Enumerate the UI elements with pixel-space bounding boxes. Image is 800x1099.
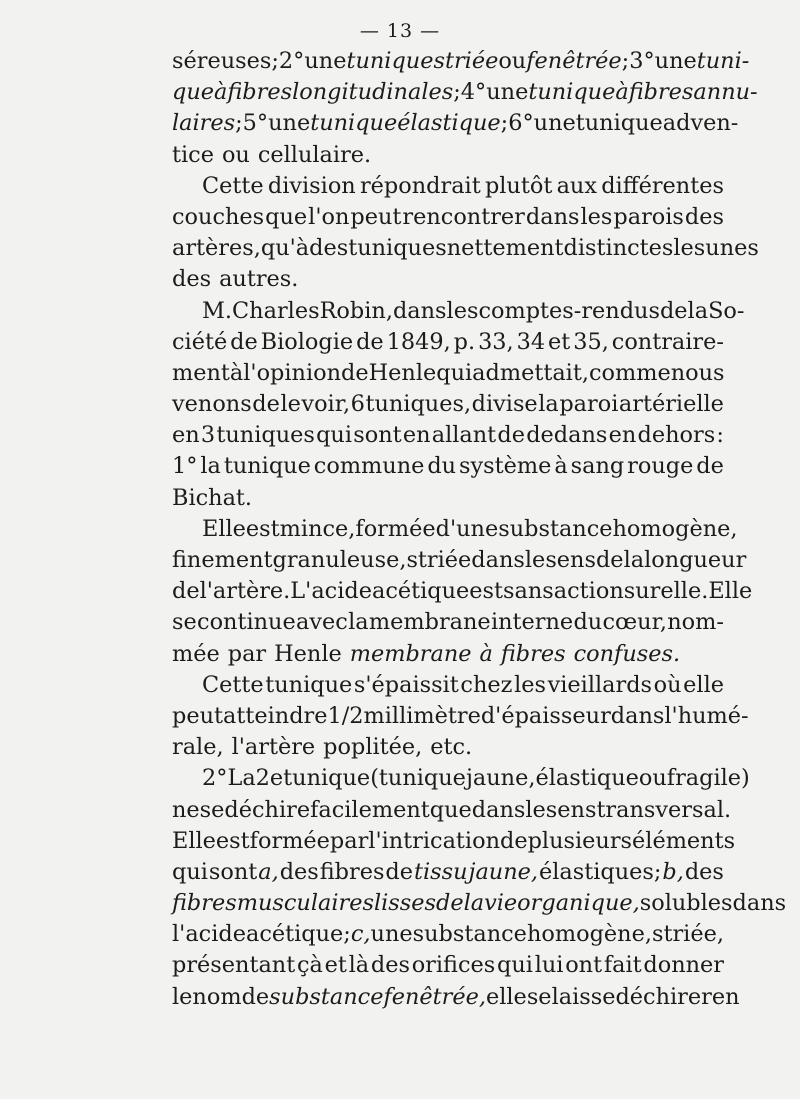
word: que	[429, 796, 472, 823]
text-line	[172, 108, 739, 139]
word: le	[172, 983, 193, 1010]
word: substance	[269, 983, 384, 1010]
word: sont	[208, 858, 258, 885]
word: L'acide	[290, 578, 372, 605]
word: unes	[705, 235, 759, 262]
word: ou	[638, 765, 667, 792]
word: en	[402, 422, 431, 449]
word: granuleuse,	[272, 547, 407, 573]
text-line	[172, 919, 724, 950]
word: ou	[498, 48, 527, 74]
word: autres.	[219, 266, 299, 293]
word: Henle	[274, 640, 342, 667]
text-line	[172, 202, 724, 233]
word: en	[172, 422, 200, 449]
word: 3	[200, 422, 216, 449]
word: a,	[258, 858, 279, 885]
word: dedans	[526, 422, 608, 449]
word: se	[526, 983, 552, 1010]
word: que	[265, 203, 308, 230]
word: à	[554, 453, 568, 480]
word: vieillards	[547, 671, 653, 698]
word: qui	[172, 858, 208, 885]
body-text	[172, 46, 787, 1013]
word: ciété	[172, 328, 228, 355]
word: artérielle	[618, 391, 724, 418]
word: par	[227, 640, 267, 667]
word: dans	[392, 297, 447, 324]
word: musculaires	[236, 890, 374, 917]
word: nom	[192, 983, 242, 1010]
text-line	[172, 171, 724, 202]
text-line	[172, 982, 740, 1013]
text-line	[172, 77, 758, 108]
word: confuses.	[573, 640, 681, 667]
text-line	[172, 732, 724, 763]
word: est	[245, 515, 280, 542]
word: dans	[610, 702, 665, 729]
word: sang	[570, 453, 625, 480]
word: dans	[732, 890, 787, 917]
word: venons	[172, 391, 252, 418]
word: différentes	[601, 172, 724, 199]
word: jaune,	[468, 858, 539, 885]
word: ;	[453, 79, 461, 106]
word: élastique	[397, 110, 501, 137]
word: continue	[197, 609, 296, 636]
text-line	[172, 545, 747, 576]
word: artères,	[172, 235, 261, 262]
word: de	[241, 983, 270, 1010]
word: déchire	[224, 796, 311, 823]
word: la	[623, 547, 645, 573]
word: çà	[296, 952, 323, 979]
word: longitudinales	[292, 79, 454, 106]
word: Henle	[368, 359, 437, 386]
word: de	[252, 391, 280, 418]
word: nous	[670, 359, 725, 386]
word: ;	[621, 48, 630, 74]
word: jaune,	[465, 765, 536, 792]
word: ne	[172, 796, 200, 823]
word: donner	[643, 952, 724, 979]
word: cellulaire.	[257, 141, 372, 168]
word: et	[548, 328, 571, 355]
word: à	[214, 79, 228, 106]
word: sur	[623, 578, 661, 605]
word: les	[514, 671, 546, 698]
word: La	[227, 765, 256, 792]
word: solubles	[639, 890, 733, 917]
word: 6°	[508, 110, 534, 137]
word: sens	[545, 547, 596, 573]
word: par	[329, 827, 369, 854]
word: une	[533, 110, 576, 137]
word: striée	[433, 48, 499, 74]
word: tunique	[223, 453, 311, 480]
word: allant	[431, 422, 497, 449]
word: laisse	[551, 983, 616, 1010]
word: tuniques,	[365, 391, 472, 418]
word: de	[659, 297, 688, 324]
word: Cette	[202, 671, 264, 698]
word: finement	[172, 547, 273, 573]
text-line	[172, 763, 750, 794]
word: 2°	[278, 48, 305, 74]
word: tissu	[413, 858, 468, 885]
word: et	[324, 952, 347, 979]
word: formée	[249, 827, 330, 854]
word: tuniques	[348, 235, 447, 262]
word: membrane	[368, 609, 491, 636]
word: 2e	[255, 765, 284, 792]
word: une	[304, 48, 347, 74]
word: une	[486, 79, 529, 106]
word: plusieurs	[527, 827, 633, 854]
word: l'humé-	[664, 702, 749, 729]
text-line	[172, 264, 724, 295]
word: des	[370, 952, 410, 979]
word: admettait,	[472, 359, 589, 386]
word: aux	[556, 172, 597, 199]
word: acétique;	[245, 921, 351, 948]
word: la	[463, 890, 485, 917]
word: les	[580, 203, 613, 230]
word: homogène,	[526, 921, 652, 948]
word: :	[716, 422, 724, 449]
word: tuniques	[216, 422, 315, 449]
word: qui	[497, 952, 533, 979]
word: 33,	[478, 328, 514, 355]
word: à	[479, 640, 493, 667]
text-line	[172, 857, 724, 888]
word: paroi	[559, 391, 619, 418]
word: lisses	[373, 890, 436, 917]
word: où	[653, 671, 682, 698]
word: etc.	[430, 734, 473, 761]
word: mée	[172, 640, 220, 667]
word: division	[267, 172, 356, 199]
word: sont	[353, 422, 402, 449]
word: les	[673, 235, 706, 262]
word: élastique	[535, 765, 639, 792]
word: d'épaisseur	[480, 702, 611, 729]
word: que	[172, 79, 215, 106]
word: de	[500, 827, 528, 854]
word: nettement	[446, 235, 564, 262]
word: des	[684, 858, 724, 885]
word: est	[215, 827, 250, 854]
word: vie	[484, 890, 518, 917]
word: tunique	[265, 671, 353, 698]
word: membrane	[349, 640, 472, 667]
word: la	[348, 609, 369, 636]
word: élastiques;	[539, 858, 662, 885]
word: de	[436, 890, 464, 917]
word: de	[356, 328, 384, 355]
word: 1°	[172, 453, 198, 480]
word: se	[172, 609, 197, 636]
word: séreuses	[172, 48, 272, 74]
word: tunique	[528, 79, 616, 106]
word: rencontrer	[402, 203, 525, 230]
word: sens	[545, 796, 597, 823]
word: le	[524, 547, 546, 573]
word: peut	[350, 203, 402, 230]
word: de	[230, 328, 258, 355]
word: tunique	[283, 765, 371, 792]
word: le	[280, 391, 301, 418]
word: l'artère.	[199, 578, 291, 605]
word: action	[553, 578, 624, 605]
word: l'acide	[172, 921, 246, 948]
word: de	[497, 422, 525, 449]
word: commune	[313, 453, 425, 480]
word: qui	[436, 359, 473, 386]
word: présentant	[172, 952, 296, 979]
text-line	[172, 888, 787, 919]
word: d'une	[435, 515, 499, 542]
word: des	[172, 266, 212, 293]
word: en	[608, 422, 637, 449]
word: b,	[662, 858, 684, 885]
word: les	[446, 297, 479, 324]
word: des	[684, 203, 724, 230]
text-line	[172, 46, 750, 77]
word: 1849,	[386, 328, 451, 355]
word: ;	[235, 110, 243, 137]
word: plutôt	[484, 172, 553, 199]
text-line	[172, 826, 736, 857]
text-line	[172, 795, 732, 826]
word: la	[200, 453, 221, 480]
text-line	[172, 576, 753, 607]
word: l'on	[308, 203, 350, 230]
word: déchirer	[615, 983, 712, 1010]
word: longueur	[644, 547, 747, 573]
word: une	[654, 48, 697, 74]
word: cœur,	[602, 609, 667, 636]
word: se	[199, 796, 225, 823]
word: distinctes	[563, 235, 674, 262]
word: facilement	[310, 796, 430, 823]
word: une	[370, 921, 413, 948]
word: de	[172, 578, 200, 605]
text-line	[172, 950, 724, 981]
word: contraire-	[611, 328, 724, 355]
word: est	[469, 578, 504, 605]
word: formée	[355, 515, 436, 542]
word: à	[229, 359, 244, 386]
word: l'intrication	[368, 827, 500, 854]
word: de	[385, 858, 414, 885]
word: comptes-rendus	[478, 297, 660, 324]
word: acétique	[371, 578, 470, 605]
word: dans	[525, 203, 580, 230]
word: adven-	[662, 110, 739, 137]
word: elle.	[660, 578, 709, 605]
page-number: — 13 —	[359, 20, 441, 42]
word: fibres	[628, 79, 694, 106]
word: une	[268, 110, 311, 137]
word: 1/2	[327, 702, 364, 729]
word: tunique	[346, 48, 434, 74]
word: dans	[471, 796, 526, 823]
word: elle	[485, 983, 527, 1010]
word: avec	[296, 609, 348, 636]
word: transversal.	[596, 796, 732, 823]
word: fenêtrée,	[383, 983, 486, 1010]
word: de	[696, 453, 724, 480]
word: dehors	[637, 422, 716, 449]
text-line	[172, 389, 724, 420]
word: Cette	[202, 172, 264, 199]
word: 34	[516, 328, 546, 355]
word: du	[573, 609, 603, 636]
word: millimètre	[363, 702, 481, 729]
word: fibres	[172, 890, 237, 917]
word: comme	[588, 359, 671, 386]
word: substance	[412, 921, 527, 948]
word: le	[525, 796, 546, 823]
word: tuni-	[696, 48, 750, 74]
word: mince,	[279, 515, 356, 542]
word: Robin,	[319, 297, 393, 324]
word: ;	[500, 110, 509, 137]
word: striée,	[651, 921, 724, 948]
word: Charles	[232, 297, 320, 324]
text-line	[172, 327, 724, 358]
word: de	[595, 547, 624, 573]
word: couches	[172, 203, 265, 230]
word: ou	[221, 141, 250, 168]
word: rouge	[627, 453, 694, 480]
word: dans	[471, 547, 525, 573]
word: en	[711, 983, 740, 1010]
text-line	[172, 670, 724, 701]
word: orifices	[411, 952, 496, 979]
word: Elle	[202, 515, 246, 542]
word: éléments	[632, 827, 736, 854]
word: p.	[453, 328, 476, 355]
word: Bichat.	[172, 484, 253, 511]
word: (tunique	[370, 765, 466, 792]
word: du	[427, 453, 457, 480]
word: interne	[490, 609, 574, 636]
word: lui	[534, 952, 564, 979]
word: organique,	[517, 890, 640, 917]
word: là	[348, 952, 370, 979]
text-line	[172, 607, 724, 638]
word: qu'à	[260, 235, 310, 262]
word: fait	[603, 952, 642, 979]
text-line	[172, 701, 749, 732]
word: M.	[202, 297, 233, 324]
word: l'opinion	[243, 359, 342, 386]
word: atteindre	[223, 702, 328, 729]
word: parois	[613, 203, 684, 230]
word: chez	[460, 671, 513, 698]
text-line	[172, 140, 724, 171]
word: ont	[565, 952, 603, 979]
word: sans	[503, 578, 554, 605]
word: ment	[172, 359, 230, 386]
word: elle	[683, 671, 724, 698]
word: système	[459, 453, 552, 480]
word: fragile)	[666, 765, 750, 792]
word: c,	[350, 921, 371, 948]
word: à	[615, 79, 629, 106]
word: répondrait	[359, 172, 481, 199]
word: Elle	[708, 578, 753, 605]
word: tunique	[310, 110, 398, 137]
word: 4°	[460, 79, 487, 106]
word: annu-	[693, 79, 758, 106]
word: l'artère	[231, 734, 316, 761]
word: 35,	[573, 328, 609, 355]
word: substance	[498, 515, 613, 542]
word: des	[279, 858, 319, 885]
text-line	[172, 233, 759, 264]
text-line	[172, 639, 724, 670]
word: homogène,	[612, 515, 738, 542]
word: divise	[471, 391, 538, 418]
text-line	[172, 514, 738, 545]
text-line	[172, 296, 745, 327]
word: ;	[271, 48, 279, 74]
word: la	[538, 391, 559, 418]
word: Elle	[172, 827, 216, 854]
word: s'épaissit	[353, 671, 459, 698]
text-line	[172, 420, 724, 451]
text-line	[172, 483, 724, 514]
word: 3°	[629, 48, 655, 74]
word: rale,	[172, 734, 224, 761]
word: fibres	[227, 79, 293, 106]
word: 5°	[242, 110, 269, 137]
word: peut	[172, 702, 224, 729]
word: laires	[172, 110, 236, 137]
word: 2°	[202, 765, 228, 792]
word: de	[341, 359, 369, 386]
word: fibres	[319, 858, 385, 885]
word: nom-	[667, 609, 724, 636]
word: striée	[406, 547, 472, 573]
word: 6	[350, 391, 365, 418]
word: So-	[708, 297, 745, 324]
word: Biologie	[260, 328, 354, 355]
word: voir,	[301, 391, 351, 418]
word: des	[309, 235, 349, 262]
word: fibres	[500, 640, 566, 667]
word: la	[687, 297, 709, 324]
text-line	[172, 451, 724, 482]
word: tunique	[575, 110, 663, 137]
word: fenêtrée	[526, 48, 622, 74]
word: qui	[316, 422, 352, 449]
word: poplitée,	[323, 734, 423, 761]
text-line	[172, 358, 724, 389]
word: tice	[172, 141, 214, 168]
